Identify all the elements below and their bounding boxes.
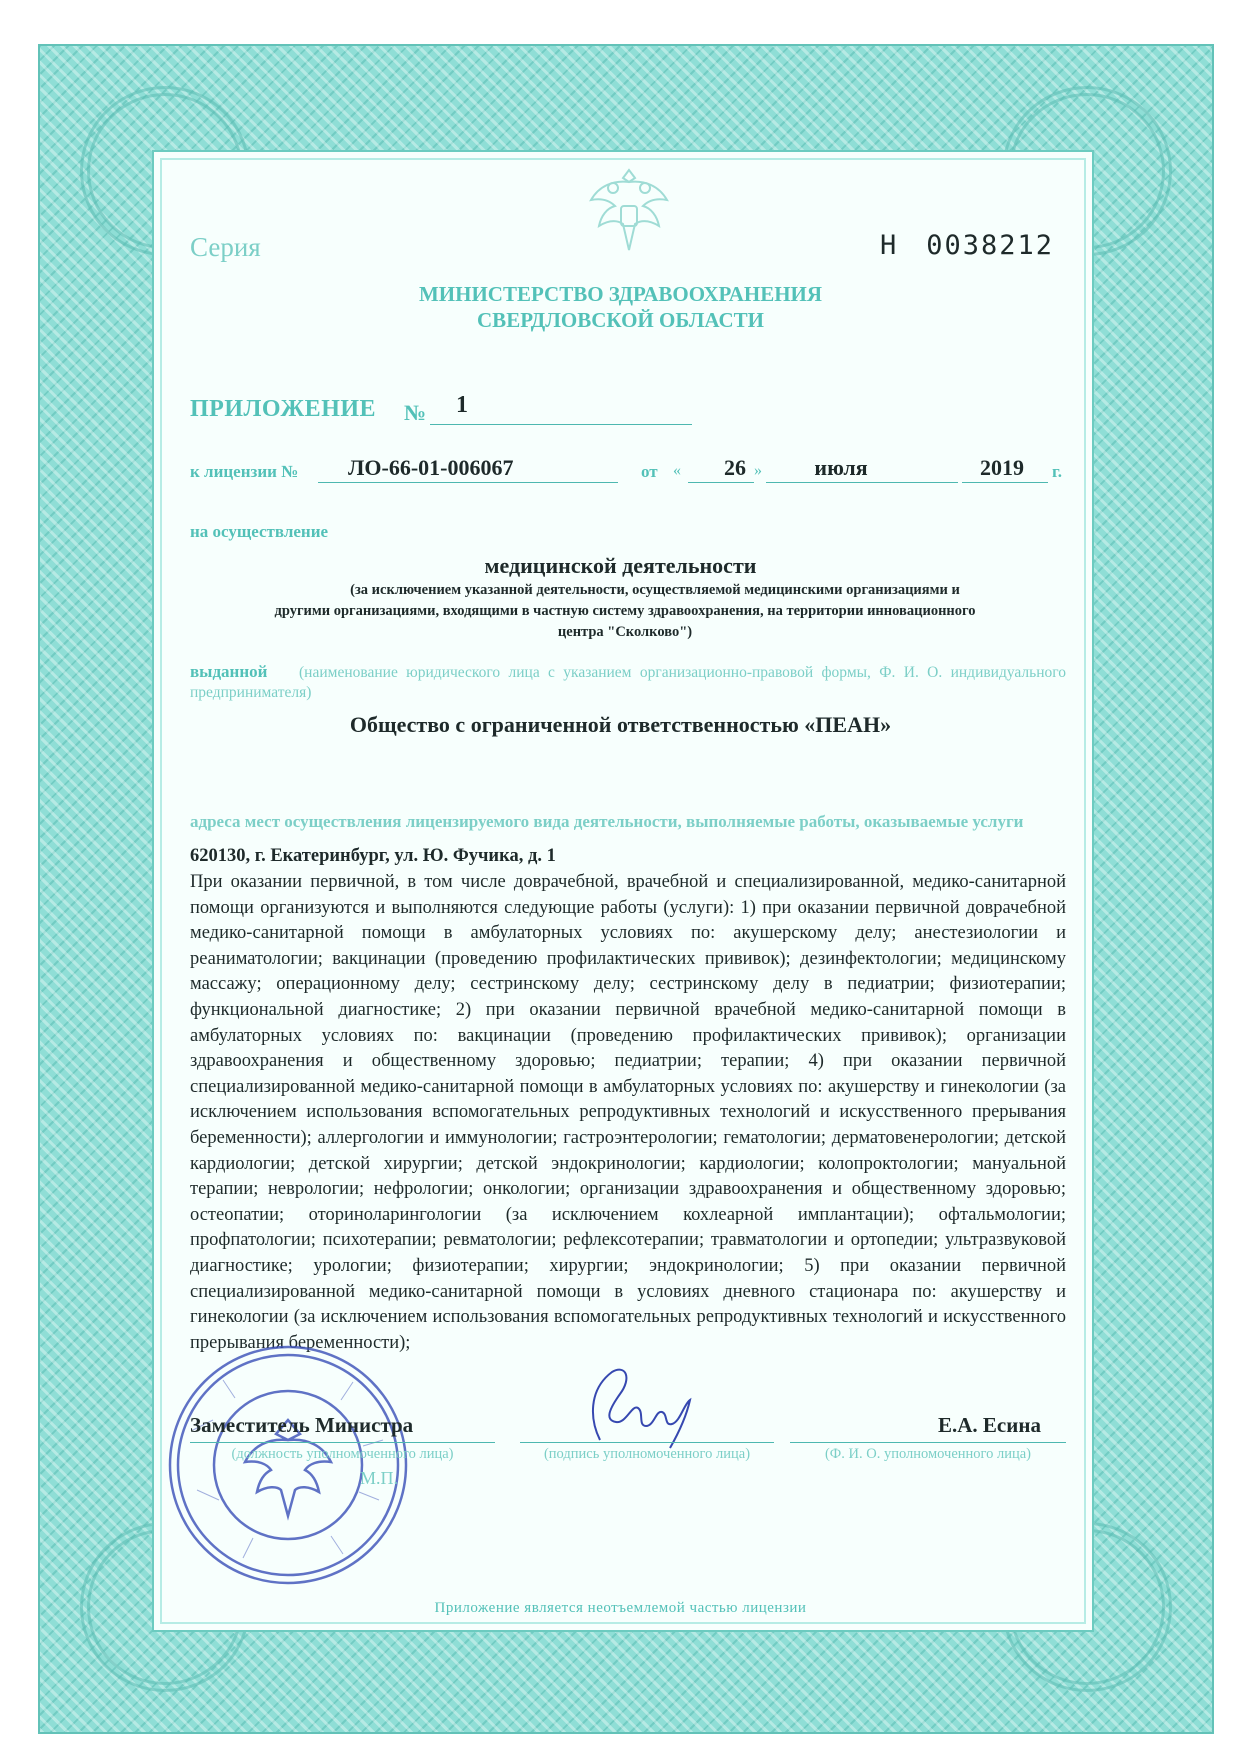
license-year-line xyxy=(962,482,1048,483)
activity-label: на осуществление xyxy=(190,522,329,541)
license-number-line xyxy=(318,482,618,483)
license-month-line xyxy=(766,482,958,483)
signatory-role-line xyxy=(190,1442,495,1443)
signature-line xyxy=(520,1442,774,1443)
places-label: адреса мест осуществления лицензируемого вида деятельности, выполняемые работы, оказываемые услуги xyxy=(190,812,1024,831)
license-label: к лицензии № xyxy=(190,462,299,481)
appendix-label: ПРИЛОЖЕНИЕ xyxy=(190,396,377,422)
issued-description: (наименование юридического лица с указанием организационно-правовой формы, Ф. И. О. индивидуального предпринимателя) xyxy=(190,664,1066,701)
signatory-name-line xyxy=(790,1442,1066,1443)
license-number: ЛО-66-01-006067 xyxy=(348,455,514,480)
coat-of-arms-icon xyxy=(583,160,675,260)
appendix-number-line xyxy=(430,424,692,425)
license-year-suffix: г. xyxy=(1052,462,1063,481)
activity-note xyxy=(200,580,1050,643)
license-day-line xyxy=(688,482,754,483)
issued-label: выданной xyxy=(190,662,268,681)
signatory-role: Заместитель Министра xyxy=(190,1413,414,1437)
signature-caption: (подпись уполномоченного лица) xyxy=(543,1446,751,1462)
activity-note-line3: центра "Сколково") xyxy=(557,624,693,640)
license-day: 26 xyxy=(724,455,746,480)
ministry-title-line1: МИНИСТЕРСТВО ЗДРАВООХРАНЕНИЯ xyxy=(418,282,823,306)
open-quote: « xyxy=(673,462,681,479)
official-stamp-icon xyxy=(163,1340,413,1590)
ministry-title-line2: СВЕРДЛОВСКОЙ ОБЛАСТИ xyxy=(477,308,764,332)
series-number xyxy=(880,230,1054,261)
appendix-number: 1 xyxy=(456,392,468,418)
series-label: Серия xyxy=(190,232,261,262)
organization-name: Общество с ограниченной ответственностью «ПЕАН» xyxy=(349,712,892,737)
activity-title: медицинской деятельности xyxy=(484,553,757,578)
signatory-role-caption: (должность уполномоченного лица) xyxy=(231,1446,454,1462)
series-letter: Н xyxy=(880,230,899,261)
license-year: 2019 xyxy=(980,455,1024,480)
handwritten-signature xyxy=(560,1360,720,1452)
services-list: При оказании первичной, в том числе доврачебной, врачебной и специализированной, медико-санитарной помощи организуются и выполняются следующие работы (услуги): 1) при оказании первичной доврачебной медико-санитарной помощи в амбулаторных условиях по: акушерскому делу; анестезиологии и реаниматологии; вакцинации (проведению профилактических прививок); дезинфектологии; медицинскому массажу; операционному делу; сестринскому делу; сестринскому делу в педиатрии; физиотерапии; функциональной диагностике; 2) при оказании первичной врачебной медико-санитарной помощи в амбулаторных условиях по: вакцинации (проведению профилактических прививок); организации здравоохранения и общественному здоровью; педиатрии; терапии; 4) при оказании первичной специализированной медико-санитарной помощи в амбулаторных условиях по: акушерству и гинекологии (за исключением использования вспомогательных репродуктивных технологий и искусственного прерывания беременности); аллергологии и иммунологии; гастроэнтерологии; гематологии; дерматовенерологии; детской кардиологии; детской хирургии; детской эндокринологии; кардиологии; колопроктологии; мануальной терапии; неврологии; нефрологии; онкологии; организации здравоохранения и общественному здоровью; остеопатии; оториноларингологии (за исключением кохлеарной имплантации); офтальмологии; профпатологии; психотерапии; ревматологии; рефлексотерапии; травматологии и ортопедии; ультразвуковой диагностике; урологии; физиотерапии; хирургии; эндокринологии; 5) при оказании первичной специализированной медико-санитарной помощи в условиях дневного стационара по: акушерству и гинекологии (за исключением использования вспомогательных репродуктивных технологий и искусственного прерывания беременности); xyxy=(190,872,1066,1353)
license-month: июля xyxy=(814,455,868,480)
activity-note-line1: (за исключением указанной деятельности, осуществляемой медицинскими организациями и xyxy=(350,582,960,598)
seal-place-label: М.П. xyxy=(360,1468,399,1488)
activity-note-line2: другими организациями, входящими в частную систему здравоохранения, на территории инновационного xyxy=(274,603,976,619)
series-digits: 0038212 xyxy=(926,230,1055,261)
close-quote: » xyxy=(754,462,762,479)
signatory-name: Е.А. Есина xyxy=(938,1413,1041,1437)
appendix-number-sign: № xyxy=(404,400,427,425)
footer-note: Приложение является неотъемлемой частью лицензии xyxy=(434,1600,807,1616)
signatory-name-caption: (Ф. И. О. уполномоченного лица) xyxy=(824,1446,1032,1462)
license-date-from-label: от xyxy=(641,462,658,481)
activity-address: 620130, г. Екатеринбург, ул. Ю. Фучика, д. 1 xyxy=(190,846,556,866)
